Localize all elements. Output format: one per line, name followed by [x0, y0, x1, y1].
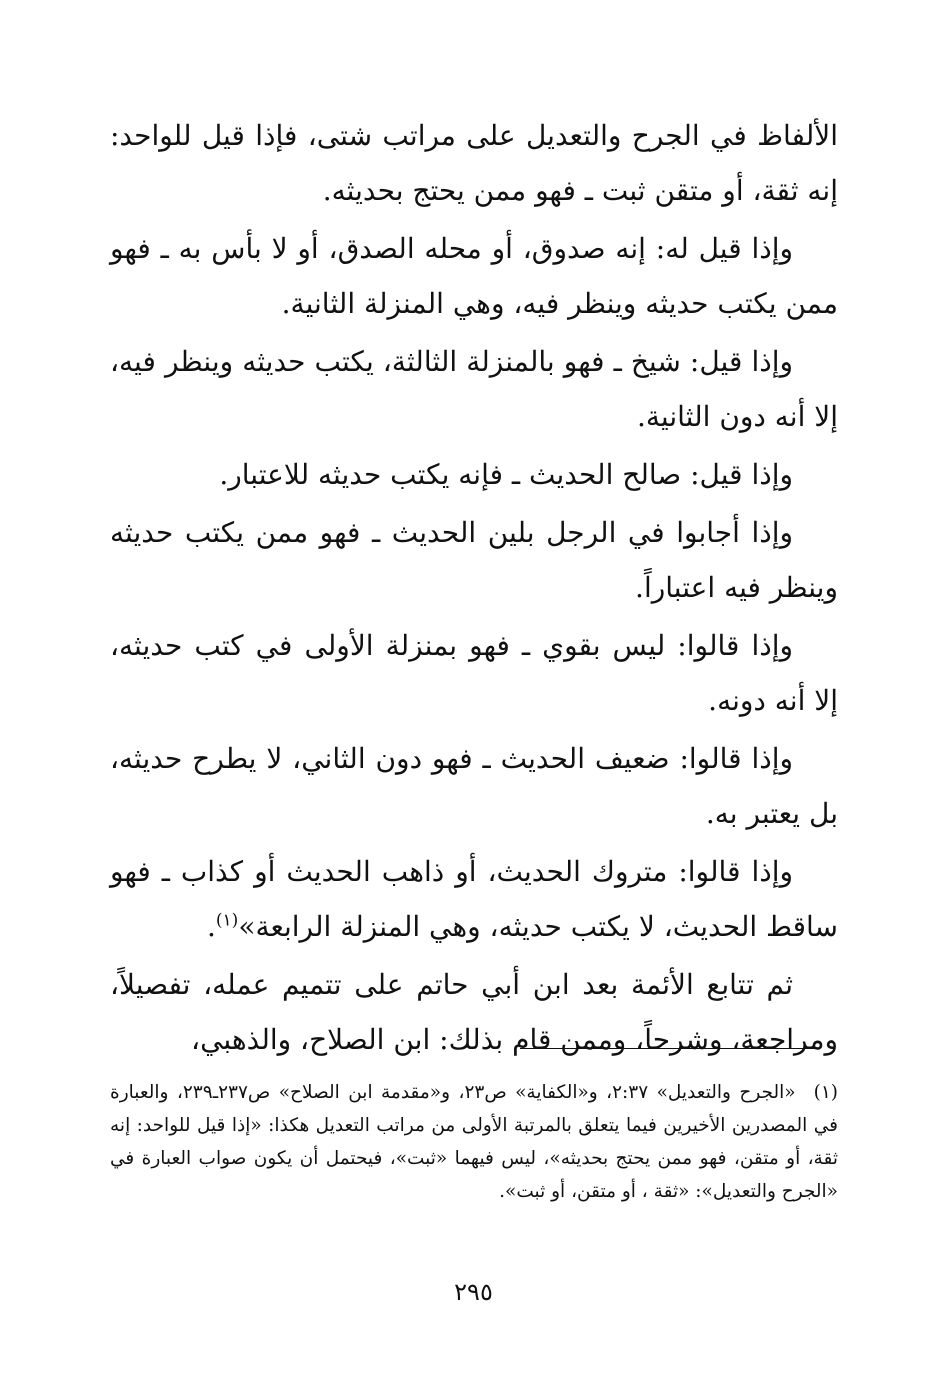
paragraph-6: وإذا قالوا: ليس بقوي ـ فهو بمنزلة الأولى في كتب حديثه، إلا أنه دونه. [110, 629, 838, 717]
paragraph-2: وإذا قيل له: إنه صدوق، أو محله الصدق، أو لا بأس به ـ فهو ممن يكتب حديثه وينظر فيه، وهي المنزلة الثانية. [110, 232, 838, 320]
paragraph-8-end: . [206, 910, 216, 943]
footnote [110, 1076, 838, 1208]
footnote-divider [520, 1048, 820, 1049]
footnote-text: «الجرح والتعديل» ٢:٣٧، و«الكفاية» ص٢٣، و«مقدمة ابن الصلاح» ص٢٣٧ـ٢٣٩، والعبارة في المصدرين الأخيرين فيما يتعلق بالمرتبة الأولى من مراتب التعديل هكذا: «إذا قيل للواحد: إنه ثقة، أو متقن، فهو ممن يحتج بحديثه»، ليس فيهما «ثبت»، فيحتمل أن يكون صواب العبارة في «الجرح والتعديل»: «ثقة ، أو متقن، أو ثبت». [110, 1082, 838, 1202]
page-number: ٢٩٥ [454, 1278, 493, 1306]
paragraph-5: وإذا أجابوا في الرجل بلين الحديث ـ فهو ممن يكتب حديثه وينظر فيه اعتباراً. [110, 516, 838, 604]
paragraph-8 [110, 844, 838, 954]
paragraph-4: وإذا قيل: صالح الحديث ـ فإنه يكتب حديثه للاعتبار. [219, 458, 793, 491]
paragraph-1: الألفاظ في الجرح والتعديل على مراتب شتى، فإذا قيل للواحد: إنه ثقة، أو متقن ثبت ـ فهو ممن يحتج بحديثه. [110, 119, 838, 207]
paragraph-3: وإذا قيل: شيخ ـ فهو بالمنزلة الثالثة، يكتب حديثه وينظر فيه، إلا أنه دون الثانية. [110, 345, 838, 433]
footnote-reference[interactable]: (١) [215, 910, 239, 931]
main-text [110, 108, 838, 1070]
paragraph-8-text: وإذا قالوا: متروك الحديث، أو ذاهب الحديث أو كذاب ـ فهو ساقط الحديث، لا يكتب حديثه، وهي المنزلة الرابعة» [110, 855, 838, 943]
paragraph-7: وإذا قالوا: ضعيف الحديث ـ فهو دون الثاني، لا يطرح حديثه، بل يعتبر به. [110, 742, 838, 830]
footnote-mark: (١) [813, 1082, 839, 1103]
paragraph-9: ثم تتابع الأئمة بعد ابن أبي حاتم على تتميم عمله، تفصيلاً، ومراجعة، وشرحاً، وممن قام بذلك: ابن الصلاح، والذهبي، [110, 968, 838, 1056]
